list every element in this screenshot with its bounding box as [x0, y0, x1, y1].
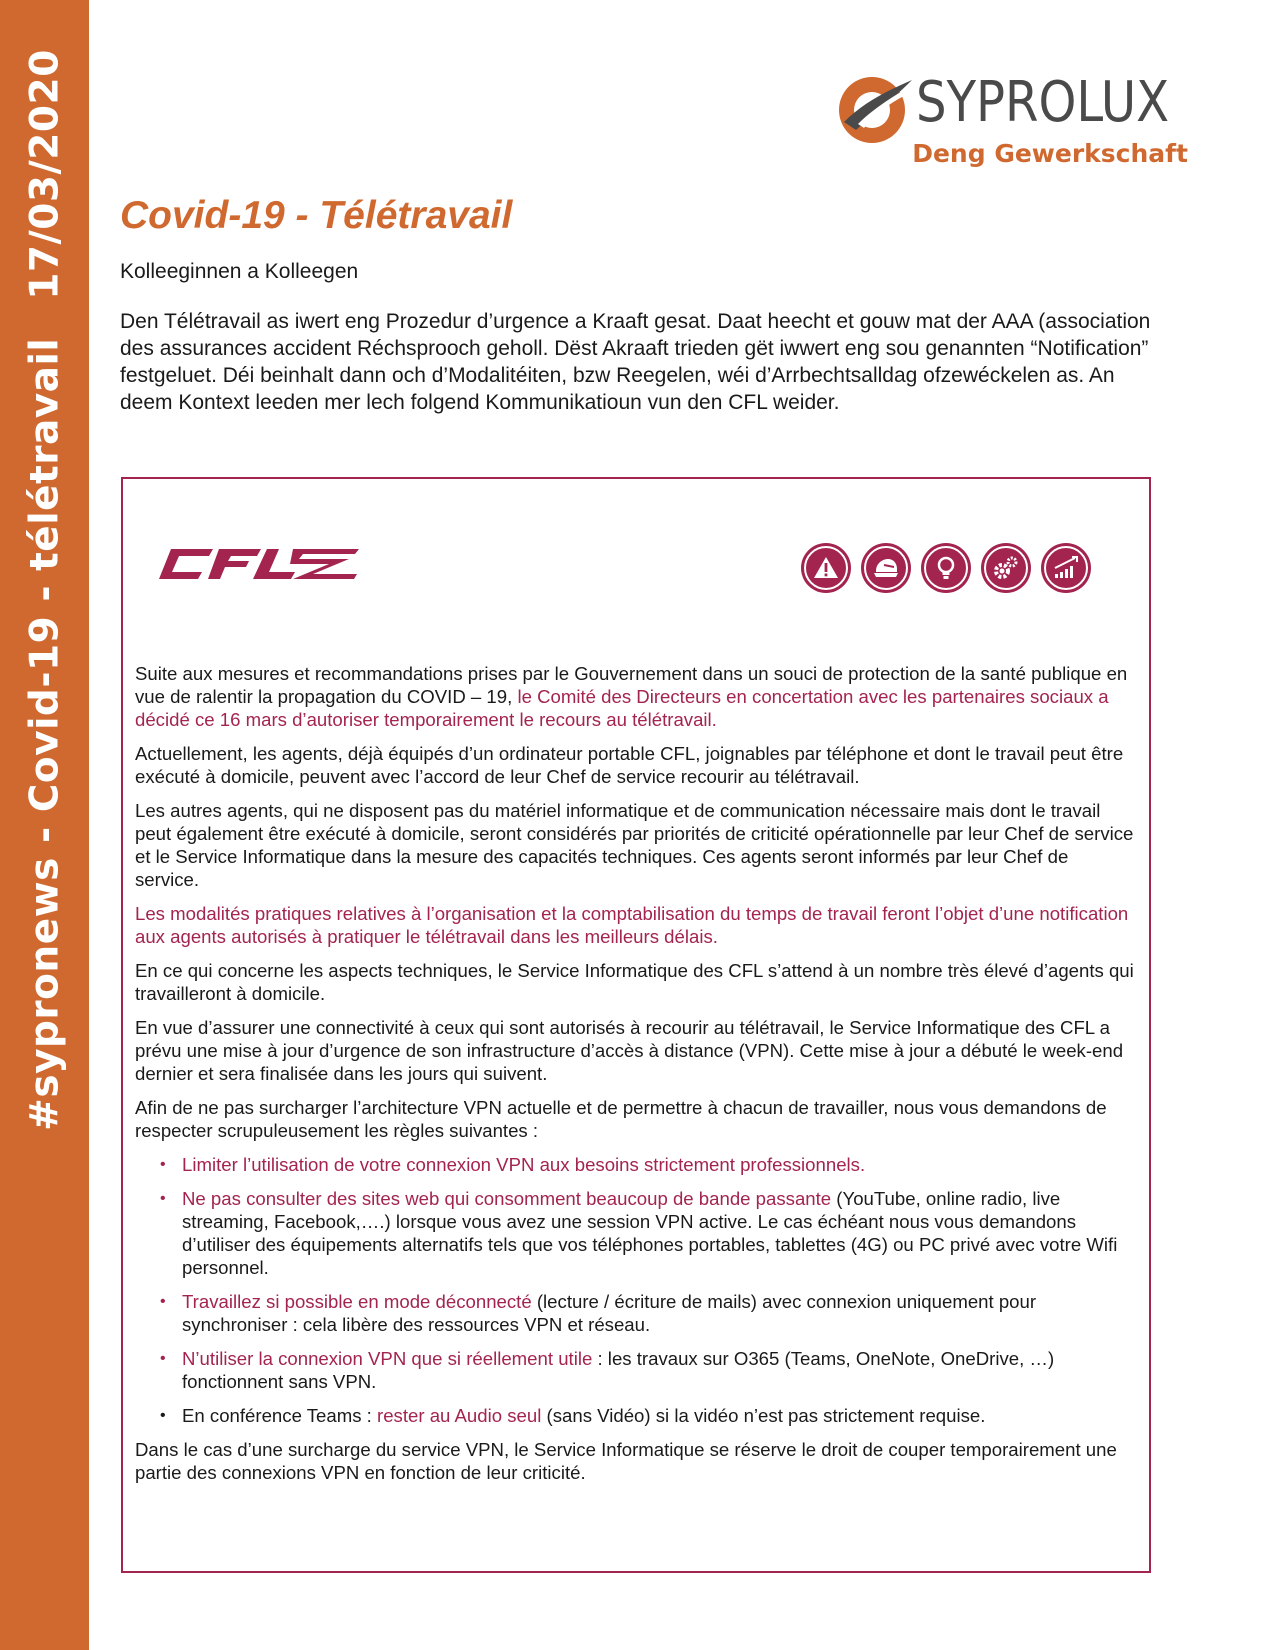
- warning-icon: [801, 543, 851, 593]
- notice-text: [135, 662, 1135, 1495]
- syprolux-swoosh-icon: [834, 72, 914, 144]
- rule-text: (lecture / écriture de mails) avec connexion uniquement pour synchroniser : cela libère des ressources VPN et réseau.: [182, 1291, 1037, 1335]
- rule-highlight: N’utiliser la connexion VPN que si réellement utile: [182, 1348, 593, 1369]
- page-title: Covid-19 - Télétravail: [120, 194, 513, 237]
- helmet-icon: [861, 543, 911, 593]
- rule-highlight: rester au Audio seul: [377, 1405, 542, 1426]
- notice-paragraph-8: Dans le cas d’une surcharge du service VPN, le Service Informatique se réserve le droit de couper temporairement une partie des connexions VPN en fonction de leur criticité.: [135, 1439, 1117, 1483]
- vpn-rules-list: [135, 1153, 1135, 1427]
- sidebar-date: 17/03/2020: [22, 49, 68, 300]
- intro-paragraph: Den Télétravail as iwert eng Prozedur d’urgence a Kraaft gesat. Daat heecht et gouw mat der AAA (association des assurances accident Réchsprooch geholl. Dëst Akraaft trieden gët iwwert eng sou genannten “Notification” festgeluet. Déi beinhalt dann och d’Modalitéiten, bzw Reegelen, wéi d’Arrbechtsalldag ofzewéckelen as. An deem Kontext leeden mer lech folgend Kommunikatioun vun den CFL weider.: [120, 310, 1151, 414]
- sidebar-banner: [0, 0, 89, 1650]
- notice-paragraph-6: En vue d’assurer une connectivité à ceux qui sont autorisés à recourir au télétravail, le Service Informatique des CFL a prévu une mise à jour d’urgence de son infrastructure d’accès à distance (VPN). Cette mise à jour a débuté le week-end dernier et sera finalisée dans les jours qui suivent.: [135, 1017, 1124, 1084]
- lightbulb-icon: [921, 543, 971, 593]
- syprolux-logo: [834, 72, 1194, 172]
- list-item: [135, 1404, 1135, 1427]
- cfl-values-icons: [801, 543, 1091, 593]
- list-item: [135, 1153, 1135, 1176]
- logo-tagline: Deng Gewerkschaft: [912, 139, 1188, 168]
- sidebar-vertical-text: [23, 49, 68, 1131]
- notice-paragraph-7: Afin de ne pas surcharger l’architecture VPN actuelle et de permettre à chacun de travailler, nous vous demandons de respecter scrupuleusement les règles suivantes :: [135, 1097, 1107, 1141]
- rule-highlight: Ne pas consulter des sites web qui consomment beaucoup de bande passante: [182, 1188, 832, 1209]
- notice-p1-highlight: le Comité des Directeurs en concertation avec les partenaires sociaux a décidé ce 16 mars d’autoriser temporairement le recours au télétravail.: [135, 686, 1109, 730]
- notice-paragraph-2: Actuellement, les agents, déjà équipés d’un ordinateur portable CFL, joignables par téléphone et dont le travail peut être exécuté à domicile, peuvent avec l’accord de leur Chef de service recourir au télétravail.: [135, 743, 1124, 787]
- sidebar-hashtag: #sypronews - Covid-19 - télétravail: [22, 337, 68, 1131]
- cfl-notice-box: [121, 477, 1151, 1573]
- logo-brand-name: SYPROLUX: [916, 70, 1170, 135]
- list-item: [135, 1187, 1135, 1279]
- notice-p1-text: Suite aux mesures et recommandations prises par le Gouvernement dans un souci de protection de la santé publique en vue de ralentir la propagation du COVID – 19,: [135, 663, 1128, 707]
- notice-paragraph-3: Les autres agents, qui ne disposent pas du matériel informatique et de communication nécessaire mais dont le travail peut également être exécuté à domicile, seront considérés par priorités de criticité opérationnelle par leur Chef de service et le Service Informatique dans la mesure des capacités techniques. Ces agents seront informés par leur Chef de service.: [135, 800, 1134, 890]
- intro-section: [120, 258, 1160, 439]
- intro-greeting: Kolleeginnen a Kolleegen: [120, 260, 359, 283]
- notice-paragraph-1: [135, 662, 1135, 731]
- list-item: [135, 1290, 1135, 1336]
- rule-text: (sans Vidéo) si la vidéo n’est pas strictement requise.: [541, 1405, 986, 1426]
- rule-highlight: Travaillez si possible en mode déconnecté: [182, 1291, 532, 1312]
- rule-text: : les travaux sur O365 (Teams, OneNote, OneDrive, …) fonctionnent sans VPN.: [182, 1348, 1055, 1392]
- rule-text: (YouTube, online radio, live streaming, Facebook,….) lorsque vous avez une session VPN active. Le cas échéant nous vous demandons d’utiliser des équipements alternatifs tels que vos téléphones portables, tablettes (4G) ou PC privé avec votre Wifi personnel.: [182, 1188, 1118, 1278]
- cfl-logo: [153, 546, 363, 582]
- notice-paragraph-4: Les modalités pratiques relatives à l’organisation et la comptabilisation du temps de travail feront l’objet d’une notification aux agents autorisés à pratiquer le télétravail dans les meilleurs délais.: [135, 903, 1129, 947]
- list-item: [135, 1347, 1135, 1393]
- notice-paragraph-5: En ce qui concerne les aspects techniques, le Service Informatique des CFL s’attend à un nombre très élevé d’agents qui travailleront à domicile.: [135, 960, 1134, 1004]
- growth-chart-icon: [1041, 543, 1091, 593]
- gears-icon: [981, 543, 1031, 593]
- rule-text: En conférence Teams :: [182, 1405, 377, 1426]
- rule-highlight: Limiter l’utilisation de votre connexion VPN aux besoins strictement professionnels.: [182, 1154, 866, 1175]
